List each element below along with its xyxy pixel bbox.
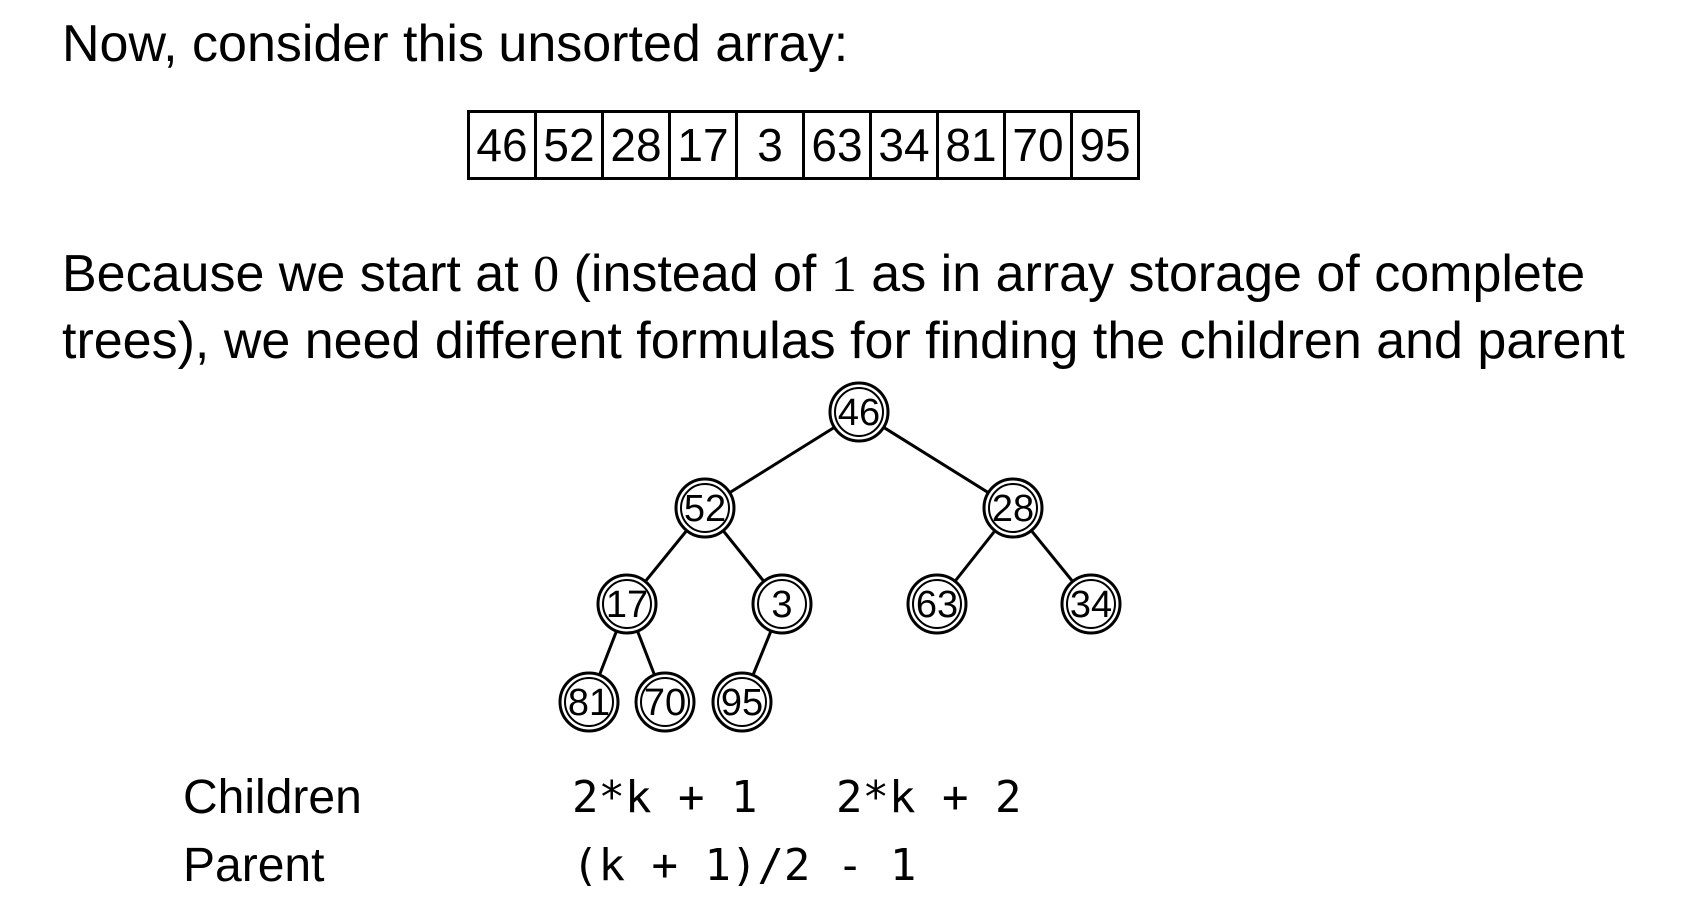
children-right-formula: 2*k + 2 — [836, 772, 1022, 823]
tree-node — [713, 673, 771, 731]
tree-node — [1062, 575, 1120, 633]
paragraph-text: (instead of — [559, 245, 831, 303]
array-cell: 63 — [805, 113, 872, 177]
parent-label: Parent — [183, 839, 325, 892]
tree-node-label: 52 — [683, 488, 727, 530]
tree-node — [984, 479, 1042, 537]
array-cell: 34 — [872, 113, 939, 177]
tree-node-label: 34 — [1069, 584, 1113, 626]
tree-node-label: 17 — [605, 584, 649, 626]
array-cell: 46 — [470, 113, 537, 177]
paragraph-text: Because we start at — [62, 245, 534, 303]
intro-text: Now, consider this unsorted array: — [62, 15, 849, 73]
array-cell: 81 — [939, 113, 1006, 177]
array-cell: 3 — [738, 113, 805, 177]
array-cell: 52 — [537, 113, 604, 177]
array-cell: 17 — [671, 113, 738, 177]
children-left-formula: 2*k + 1 — [572, 772, 758, 823]
tree-node-label: 3 — [771, 584, 793, 626]
tree-node-label: 70 — [643, 682, 687, 724]
paragraph-line-2: trees), we need different formulas for finding the children and parent — [62, 312, 1625, 370]
tree-node — [830, 383, 888, 441]
tree-node-label: 95 — [720, 682, 764, 724]
tree-node-label: 28 — [991, 488, 1035, 530]
tree-node — [598, 575, 656, 633]
paragraph-text: as in array storage of complete — [856, 245, 1586, 303]
tree-node-label: 46 — [837, 392, 881, 434]
tree-node-label: 63 — [915, 584, 959, 626]
math-one: 1 — [830, 246, 857, 303]
array-cell: 28 — [604, 113, 671, 177]
parent-formula: (k + 1)/2 - 1 — [572, 840, 917, 891]
children-label: Children — [183, 771, 362, 824]
tree-node — [676, 479, 734, 537]
array-cell: 70 — [1006, 113, 1073, 177]
tree-node — [636, 673, 694, 731]
tree-node-label: 81 — [567, 682, 611, 724]
array-cell: 95 — [1079, 119, 1131, 171]
tree-node — [753, 575, 811, 633]
math-zero: 0 — [533, 246, 560, 303]
tree-node — [908, 575, 966, 633]
tree-node — [560, 673, 618, 731]
